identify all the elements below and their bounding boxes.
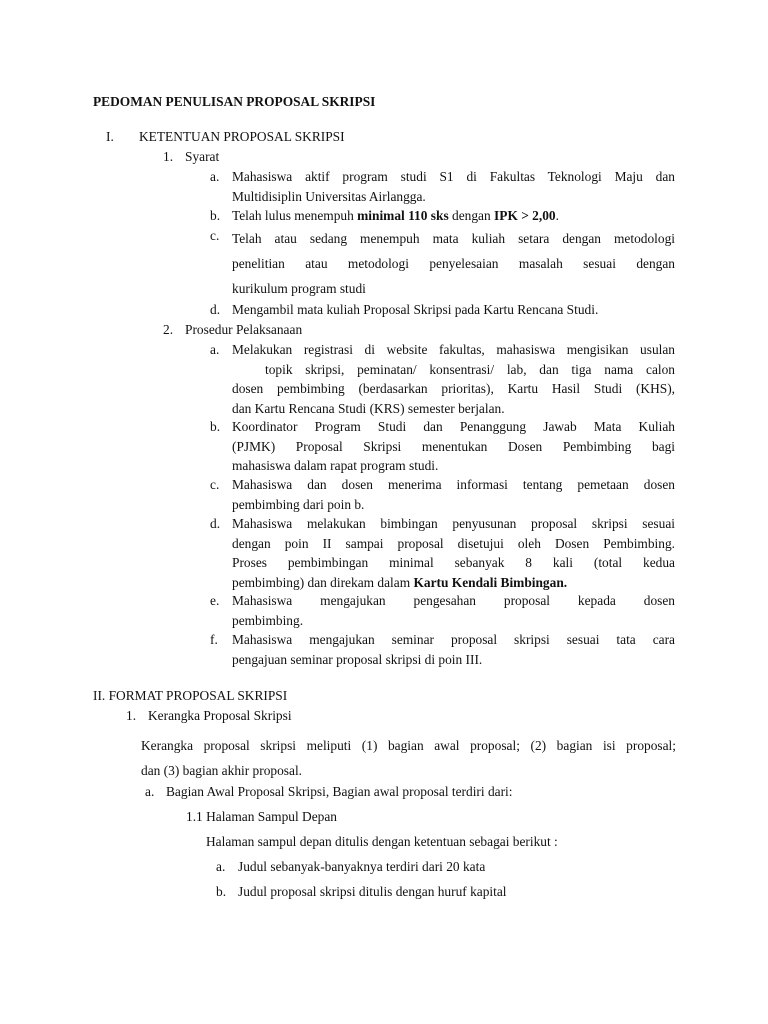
syarat-b-ipk: IPK > 2,00 bbox=[494, 208, 556, 223]
prosedur-a-line1: Melakukan registrasi di website fakultas, mahasiswa mengisikan usulan bbox=[232, 342, 675, 357]
prosedur-number: 2. bbox=[163, 322, 174, 337]
subsection-1-1-intro: Halaman sampul depan ditulis dengan ketentuan sebagai berikut : bbox=[206, 834, 558, 849]
prosedur-d-marker: d. bbox=[210, 516, 221, 531]
prosedur-c-item bbox=[232, 475, 675, 514]
kartu-kendali-bimbingan: Kartu Kendali Bimbingan. bbox=[413, 574, 568, 590]
sampul-a-text: Judul sebanyak-banyaknya terdiri dari 20 kata bbox=[238, 859, 486, 874]
prosedur-heading: Prosedur Pelaksanaan bbox=[185, 322, 303, 337]
prosedur-c-marker: c. bbox=[210, 477, 220, 492]
syarat-c-line1: Telah atau sedang menempuh mata kuliah setara dengan metodologi bbox=[232, 231, 675, 246]
syarat-b-mid: dengan bbox=[448, 208, 495, 223]
prosedur-a-line3: dosen pembimbing (berdasarkan prioritas), Kartu Hasil Studi (KHS), bbox=[232, 381, 675, 396]
prosedur-b-line1: Koordinator Program Studi dan Penanggung Jawab Mata Kuliah bbox=[232, 419, 675, 434]
syarat-d-line1: Mengambil mata kuliah Proposal Skripsi pada Kartu Rencana Studi. bbox=[232, 302, 599, 317]
section-1-number: I. bbox=[106, 129, 114, 144]
prosedur-e-item bbox=[232, 591, 675, 630]
prosedur-e-line2: pembimbing. bbox=[232, 612, 304, 628]
prosedur-d-item bbox=[232, 514, 675, 592]
syarat-b-post: . bbox=[555, 208, 559, 223]
syarat-heading: Syarat bbox=[185, 149, 220, 164]
prosedur-c-line1: Mahasiswa dan dosen menerima informasi tentang pemetaan dosen bbox=[232, 477, 675, 492]
syarat-c-line3: kurikulum program studi bbox=[232, 281, 366, 296]
syarat-a-item bbox=[232, 167, 675, 206]
prosedur-b-line3: mahasiswa dalam rapat program studi. bbox=[232, 458, 439, 473]
syarat-b-pre: Telah lulus menempuh bbox=[232, 208, 358, 223]
prosedur-d-line4-pre: pembimbing) dan direkam dalam bbox=[232, 574, 414, 590]
prosedur-d-line3: Proses pembimbingan minimal sebanyak 8 kali (total kedua bbox=[232, 555, 675, 570]
syarat-c-marker: c. bbox=[210, 228, 220, 243]
prosedur-f-marker: f. bbox=[210, 632, 218, 647]
document-title: PEDOMAN PENULISAN PROPOSAL SKRIPSI bbox=[93, 94, 376, 109]
prosedur-b-line2: (PJMK) Proposal Skripsi menentukan Dosen Pembimbing bagi bbox=[232, 438, 675, 454]
syarat-number: 1. bbox=[163, 149, 174, 164]
prosedur-b-marker: b. bbox=[210, 419, 221, 434]
sampul-b-text: Judul proposal skripsi ditulis dengan huruf kapital bbox=[238, 884, 507, 899]
prosedur-e-marker: e. bbox=[210, 593, 220, 608]
section-1-heading: KETENTUAN PROPOSAL SKRIPSI bbox=[139, 129, 345, 144]
syarat-c-line2: penelitian atau metodologi penyelesaian masalah sesuai dengan bbox=[232, 256, 675, 271]
subsection-1-1-heading: 1.1 Halaman Sampul Depan bbox=[186, 809, 337, 824]
prosedur-a-line2: topik skripsi, peminatan/ konsentrasi/ lab, dan tiga nama calon bbox=[265, 361, 675, 377]
syarat-a-line1: Mahasiswa aktif program studi S1 di Fakultas Teknologi Maju dan bbox=[232, 169, 675, 184]
sampul-b-marker: b. bbox=[216, 884, 227, 899]
prosedur-f-line1: Mahasiswa mengajukan seminar proposal skripsi sesuai tata cara bbox=[232, 632, 675, 647]
prosedur-d-line4 bbox=[232, 573, 675, 593]
sampul-a-marker: a. bbox=[216, 859, 226, 874]
prosedur-a-item bbox=[232, 340, 675, 418]
kerangka-heading: Kerangka Proposal Skripsi bbox=[148, 708, 292, 723]
bagian-a-text: Bagian Awal Proposal Skripsi, Bagian awal proposal terdiri dari: bbox=[166, 784, 513, 799]
syarat-b-min-sks: minimal 110 sks bbox=[357, 208, 449, 223]
section-2-heading: II. FORMAT PROPOSAL SKRIPSI bbox=[93, 688, 288, 703]
prosedur-d-line2: dengan poin II sampai proposal disetujui oleh Dosen Pembimbing. bbox=[232, 535, 675, 551]
syarat-d-marker: d. bbox=[210, 302, 221, 317]
syarat-a-line2: Multidisiplin Universitas Airlangga. bbox=[232, 188, 426, 204]
kerangka-number: 1. bbox=[126, 708, 137, 723]
kerangka-paragraph bbox=[141, 733, 676, 783]
prosedur-d-line1: Mahasiswa melakukan bimbingan penyusunan proposal skripsi sesuai bbox=[232, 516, 675, 531]
kerangka-para-line1: Kerangka proposal skripsi meliputi (1) bagian awal proposal; (2) bagian isi proposal; bbox=[141, 738, 676, 753]
kerangka-para-line2: dan (3) bagian akhir proposal. bbox=[141, 763, 303, 778]
prosedur-a-line4: dan Kartu Rencana Studi (KRS) semester berjalan. bbox=[232, 400, 505, 416]
prosedur-b-item bbox=[232, 417, 675, 476]
syarat-b-marker: b. bbox=[210, 208, 221, 223]
prosedur-c-line2: pembimbing dari poin b. bbox=[232, 496, 365, 512]
prosedur-f-line2: pengajuan seminar proposal skripsi di poin III. bbox=[232, 651, 483, 667]
prosedur-e-line1: Mahasiswa mengajukan pengesahan proposal kepada dosen bbox=[232, 593, 675, 608]
bagian-a-marker: a. bbox=[145, 784, 155, 799]
syarat-c-item bbox=[232, 226, 675, 301]
prosedur-a-marker: a. bbox=[210, 342, 220, 357]
syarat-b-item bbox=[232, 206, 559, 226]
syarat-a-marker: a. bbox=[210, 169, 220, 184]
prosedur-f-item bbox=[232, 630, 675, 669]
